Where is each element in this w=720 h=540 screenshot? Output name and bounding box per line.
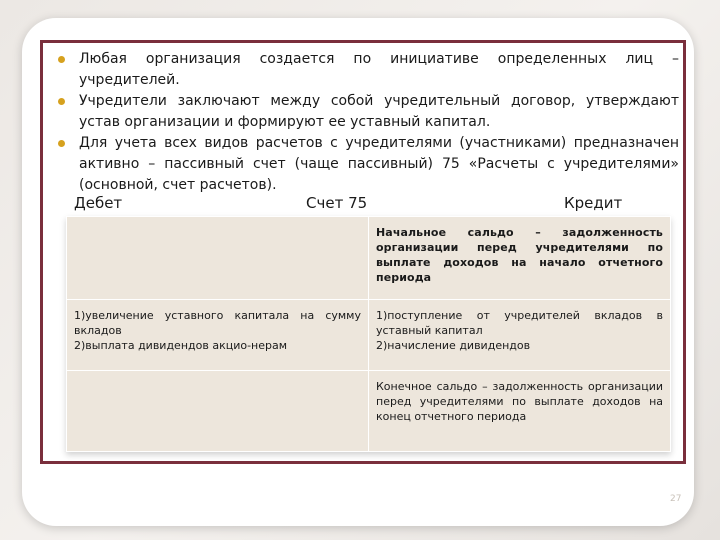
credit-label: Кредит [564, 194, 623, 212]
bullet-item [39, 91, 679, 133]
bullet-item [39, 133, 679, 196]
credit-cell: Конечное сальдо – задолженность организации перед учредителями по выплате доходов на конец отчетного периода [369, 371, 671, 452]
table-row [67, 217, 671, 300]
page-number: 27 [670, 494, 682, 504]
account-header [74, 194, 623, 216]
table-row [67, 300, 671, 371]
debit-cell [67, 371, 369, 452]
credit-cell: 1)поступление от учредителей вкладов в уставный капитал 2)начисление дивидендов [369, 300, 671, 371]
bullet-text: Любая организация создается по инициативе определенных лиц – учредителей. [79, 51, 679, 88]
debit-label: Дебет [74, 194, 123, 212]
bullet-dot-icon [58, 56, 65, 63]
bullet-text: Учредители заключают между собой учредительный договор, утверждают устав организации и формируют ее уставный капитал. [79, 93, 679, 130]
debit-cell: 1)увеличение уставного капитала на сумму вкладов 2)выплата дивидендов акцио-нерам [67, 300, 369, 371]
bullet-item [39, 49, 679, 91]
table-row [67, 371, 671, 452]
bullet-list [39, 49, 679, 196]
bullet-dot-icon [58, 140, 65, 147]
bullet-text: Для учета всех видов расчетов с учредителями (участниками) предназначен активно – пассивный счет (чаще пассивный) 75 «Расчеты с учредителями» (основной, счет расчетов). [79, 135, 679, 193]
bullet-dot-icon [58, 98, 65, 105]
t-account-table [66, 216, 671, 452]
debit-cell [67, 217, 369, 300]
credit-cell: Начальное сальдо – задолженность организации перед учредителями по выплате доходов на начало отчетного периода [369, 217, 671, 300]
account-label: Счет 75 [306, 194, 368, 212]
